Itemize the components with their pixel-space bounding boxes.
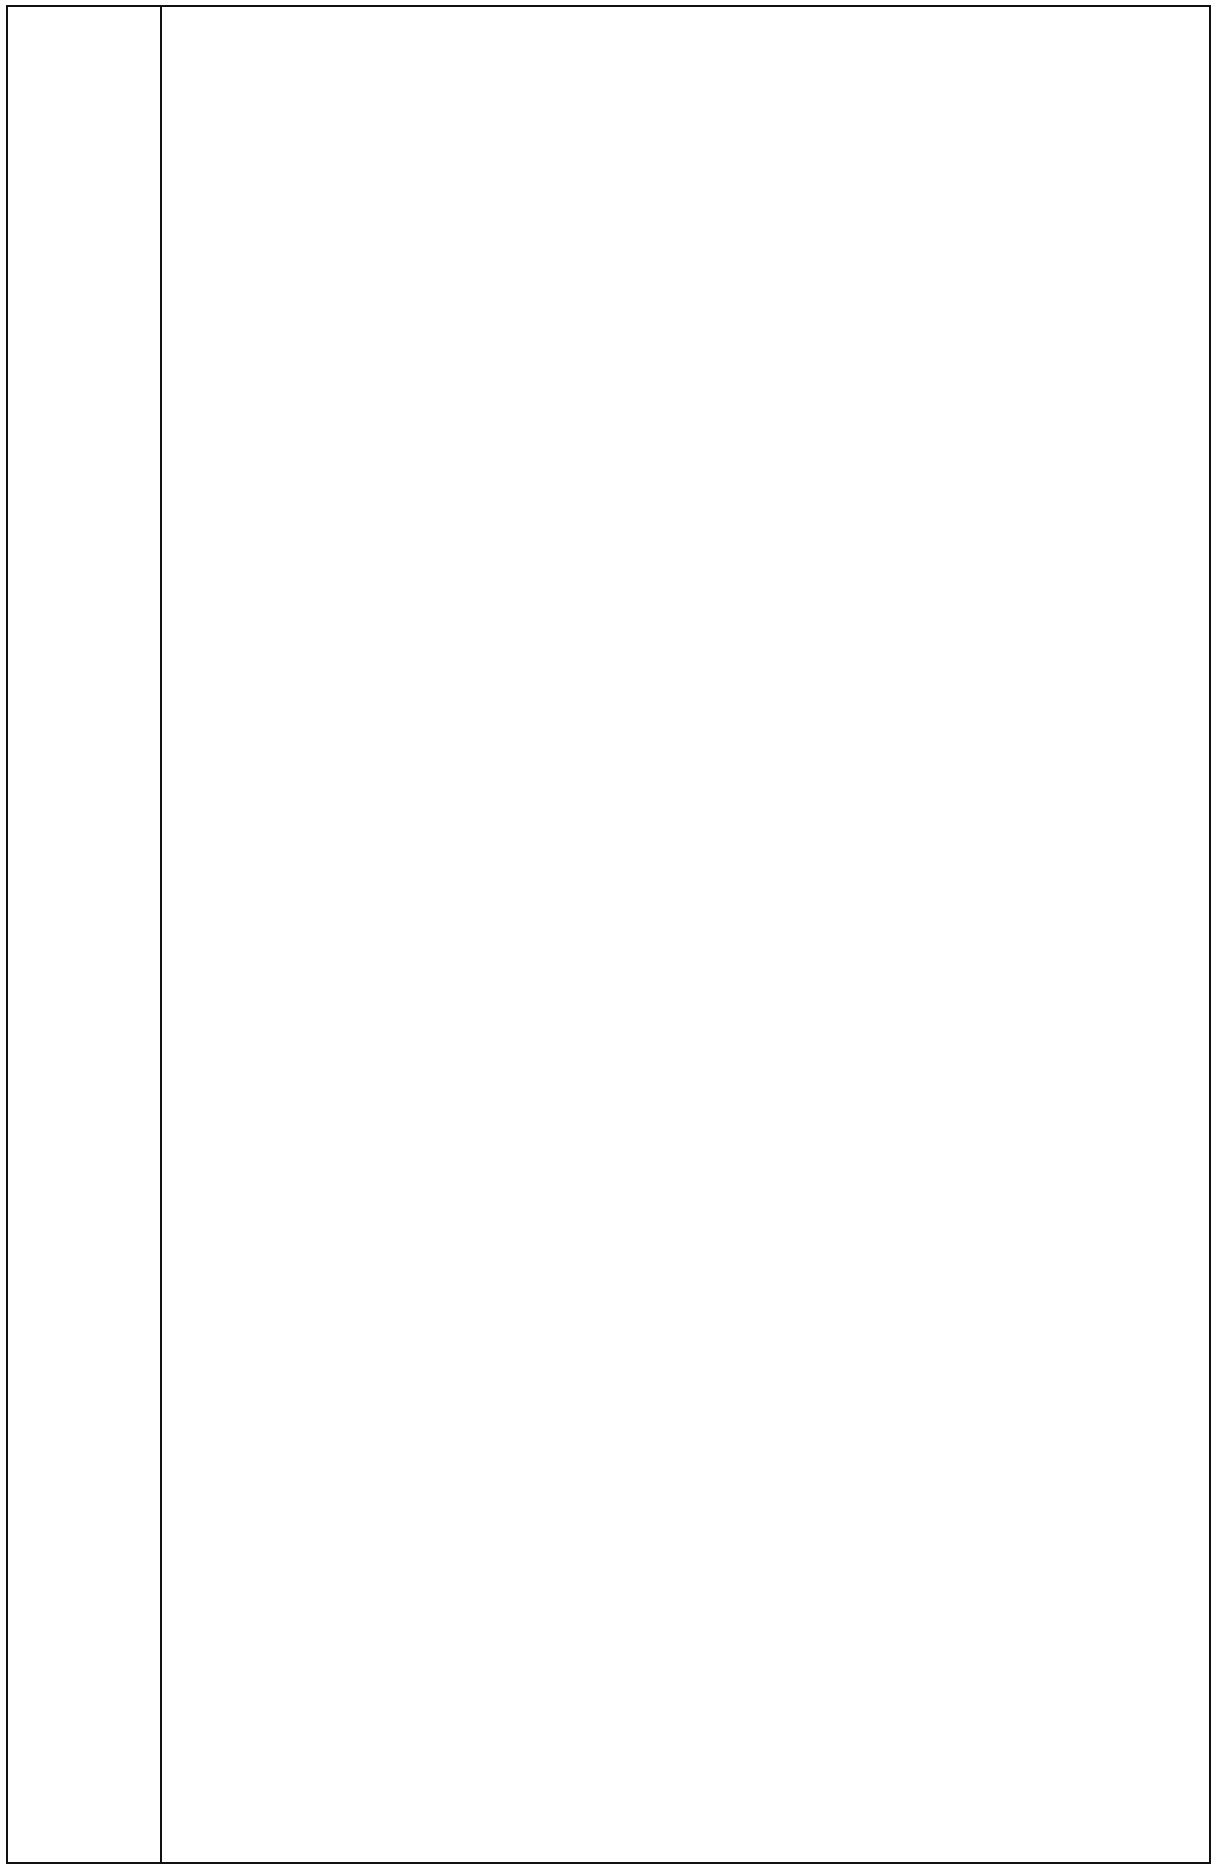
table-frame [6,5,1211,1864]
column-divider [160,5,162,1864]
